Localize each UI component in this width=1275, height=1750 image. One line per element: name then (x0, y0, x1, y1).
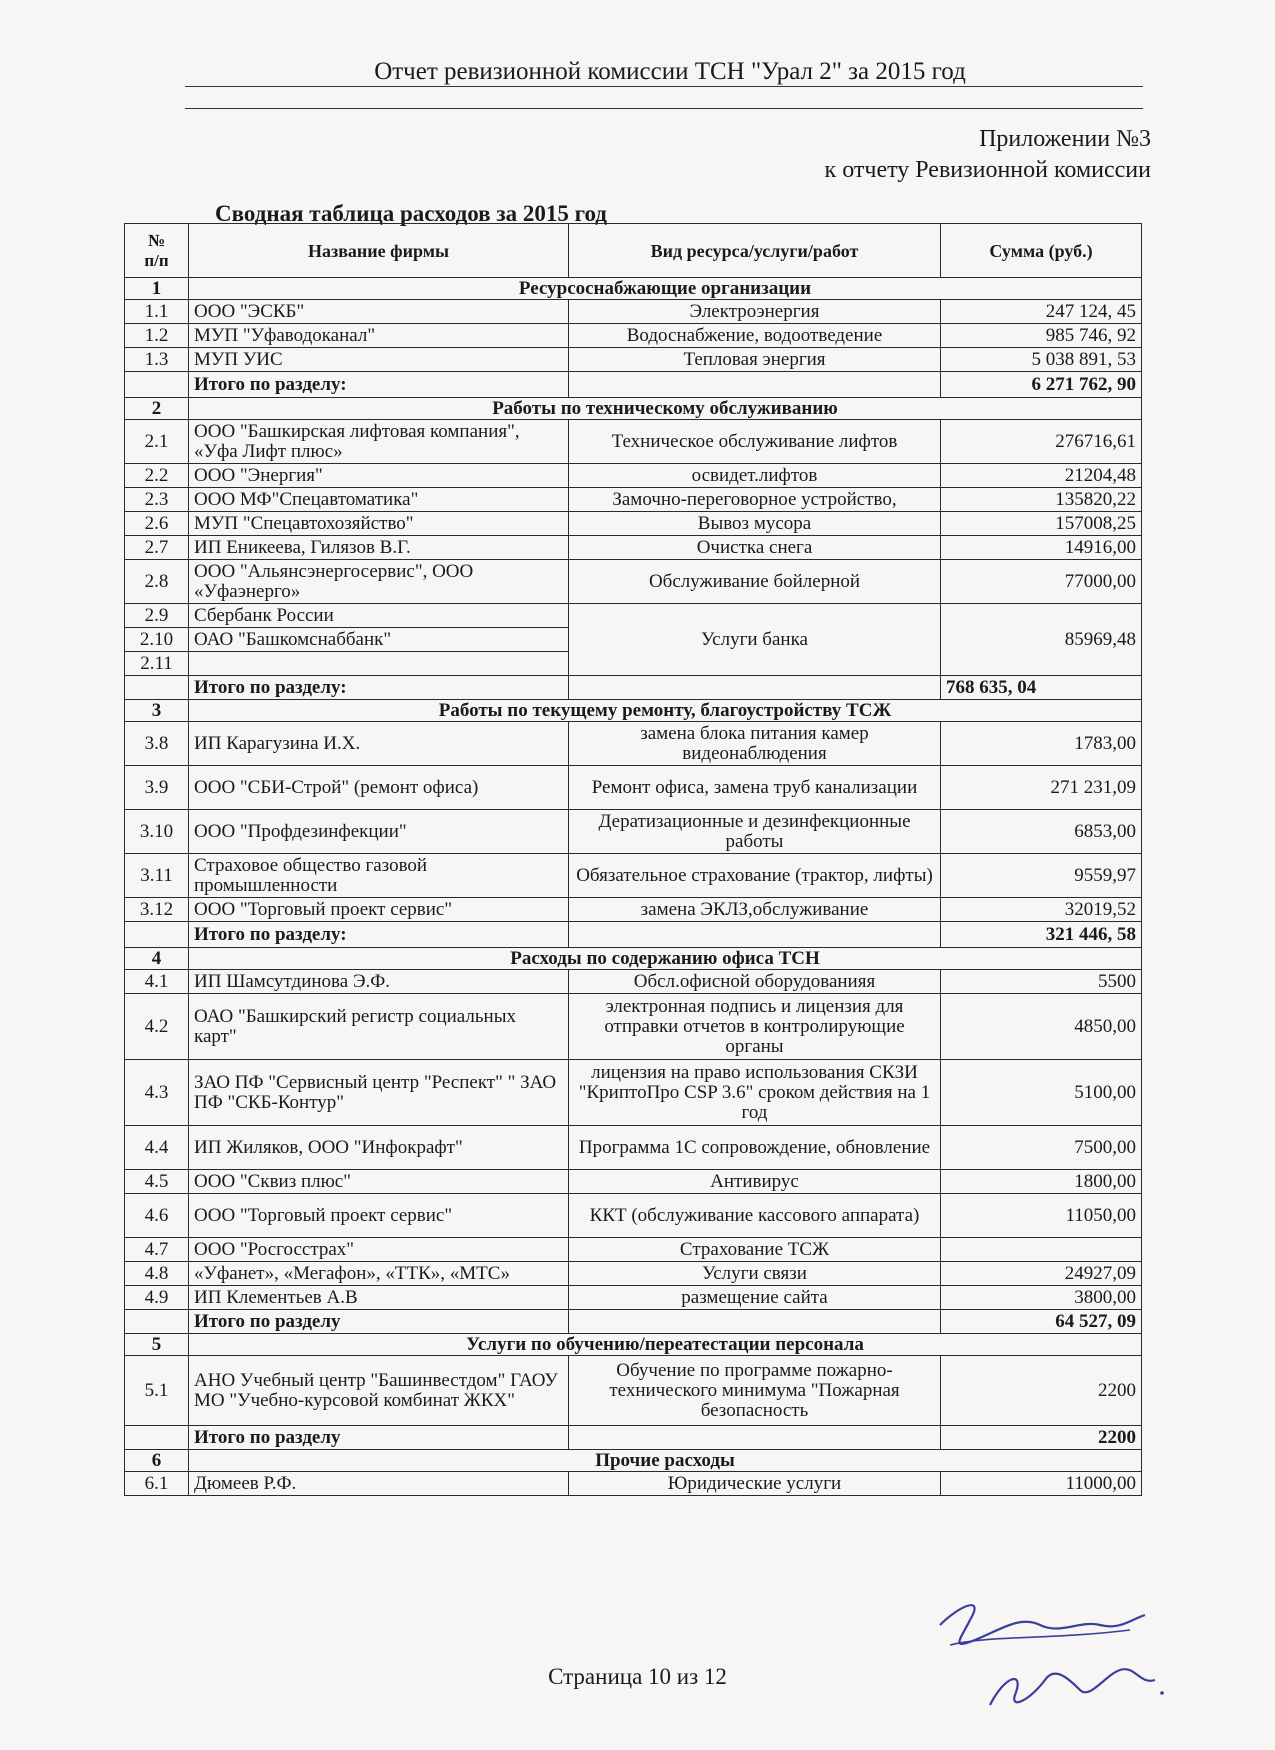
row-sum: 1783,00 (941, 722, 1142, 766)
total-label: Итого по разделу: (189, 922, 569, 948)
row-number: 4.3 (125, 1060, 189, 1126)
total-empty-cell (569, 676, 941, 700)
expenses-table (124, 223, 1142, 1496)
table-row (125, 488, 1142, 512)
row-resource: Обсл.офисной оборудованияя (569, 970, 941, 994)
row-resource: Водоснабжение, водоотведение (569, 324, 941, 348)
row-number: 2.7 (125, 536, 189, 560)
total-empty-cell (125, 922, 189, 948)
table-row (125, 464, 1142, 488)
row-number: 2.10 (125, 628, 189, 652)
row-resource: Обучение по программе пожарно-технического минимума "Пожарная безопасность (569, 1356, 941, 1426)
row-resource: ККТ (обслуживание кассового аппарата) (569, 1194, 941, 1238)
section-total-row (125, 922, 1142, 948)
row-resource: Техническое обслуживание лифтов (569, 420, 941, 464)
row-resource: электронная подпись и лицензия для отправки отчетов в контролирующие органы (569, 994, 941, 1060)
table-row (125, 560, 1142, 604)
table-title: Сводная таблица расходов за 2015 год (215, 201, 607, 226)
row-number: 2.1 (125, 420, 189, 464)
row-resource: Тепловая энергия (569, 348, 941, 372)
section-number: 1 (125, 278, 189, 300)
row-sum (941, 1238, 1142, 1262)
row-sum: 9559,97 (941, 854, 1142, 898)
section-number: 3 (125, 700, 189, 722)
total-empty-cell (569, 922, 941, 948)
row-firm: ООО "ЭСКБ" (189, 300, 569, 324)
row-sum: 24927,09 (941, 1262, 1142, 1286)
row-resource: Электроэнергия (569, 300, 941, 324)
section-title: Работы по текущему ремонту, благоустройству ТСЖ (189, 700, 1142, 722)
row-firm: ЗАО ПФ "Сервисный центр "Респект" " ЗАО ПФ "СКБ-Контур" (189, 1060, 569, 1126)
handwritten-signature (930, 1585, 1170, 1735)
total-empty-cell (125, 676, 189, 700)
row-sum: 3800,00 (941, 1286, 1142, 1310)
row-sum: 14916,00 (941, 536, 1142, 560)
row-firm: ООО "Торговый проект сервис" (189, 1194, 569, 1238)
row-number: 4.6 (125, 1194, 189, 1238)
table-row (125, 970, 1142, 994)
column-header-num (125, 224, 189, 278)
section-header (125, 278, 1142, 300)
section-title: Прочие расходы (189, 1450, 1142, 1472)
section-total-row (125, 372, 1142, 398)
section-number: 2 (125, 398, 189, 420)
total-label: Итого по разделу (189, 1426, 569, 1450)
column-header-sum: Сумма (руб.) (941, 224, 1142, 278)
row-sum: 135820,22 (941, 488, 1142, 512)
total-empty-cell (125, 1310, 189, 1334)
row-sum: 5100,00 (941, 1060, 1142, 1126)
row-number: 4.8 (125, 1262, 189, 1286)
row-number: 4.9 (125, 1286, 189, 1310)
total-sum: 6 271 762, 90 (941, 372, 1142, 398)
table-body (125, 278, 1142, 1496)
appendix-reference: к отчету Ревизионной комиссии (824, 157, 1151, 183)
row-firm: ООО "Сквиз плюс" (189, 1170, 569, 1194)
row-number: 2.8 (125, 560, 189, 604)
row-resource: размещение сайта (569, 1286, 941, 1310)
table-row (125, 300, 1142, 324)
row-resource: Услуги банка (569, 604, 941, 676)
row-sum: 5500 (941, 970, 1142, 994)
row-sum: 247 124, 45 (941, 300, 1142, 324)
row-number: 2.2 (125, 464, 189, 488)
column-header-resource: Вид ресурса/услуги/работ (569, 224, 941, 278)
row-number: 3.11 (125, 854, 189, 898)
table-row (125, 604, 1142, 628)
row-resource: Услуги связи (569, 1262, 941, 1286)
row-firm: ООО "Башкирская лифтовая компания", «Уфа Лифт плюс» (189, 420, 569, 464)
section-total-row (125, 1426, 1142, 1450)
row-sum: 271 231,09 (941, 766, 1142, 810)
row-resource: освидет.лифтов (569, 464, 941, 488)
table-row (125, 854, 1142, 898)
row-number: 4.5 (125, 1170, 189, 1194)
row-sum: 276716,61 (941, 420, 1142, 464)
table-row (125, 536, 1142, 560)
row-number: 2.6 (125, 512, 189, 536)
table-row (125, 1472, 1142, 1496)
row-firm: ООО "Росгосстрах" (189, 1238, 569, 1262)
row-sum: 6853,00 (941, 810, 1142, 854)
row-resource: Вывоз мусора (569, 512, 941, 536)
row-firm: ООО МФ"Спецавтоматика" (189, 488, 569, 512)
row-number: 6.1 (125, 1472, 189, 1496)
total-empty-cell (569, 372, 941, 398)
row-number: 3.8 (125, 722, 189, 766)
section-header (125, 948, 1142, 970)
section-total-row (125, 676, 1142, 700)
total-sum: 2200 (941, 1426, 1142, 1450)
row-sum: 2200 (941, 1356, 1142, 1426)
row-sum: 32019,52 (941, 898, 1142, 922)
report-title: Отчет ревизионной комиссии ТСН "Урал 2" за 2015 год (374, 58, 966, 85)
row-sum: 21204,48 (941, 464, 1142, 488)
row-resource: Юридические услуги (569, 1472, 941, 1496)
section-number: 6 (125, 1450, 189, 1472)
section-title: Работы по техническому обслуживанию (189, 398, 1142, 420)
total-sum: 768 635, 04 (941, 676, 1142, 700)
total-sum: 321 446, 58 (941, 922, 1142, 948)
row-number: 1.3 (125, 348, 189, 372)
row-resource: Программа 1С сопровождение, обновление (569, 1126, 941, 1170)
row-number: 5.1 (125, 1356, 189, 1426)
appendix-note (825, 124, 1151, 186)
table-row (125, 766, 1142, 810)
table-row (125, 1262, 1142, 1286)
total-empty-cell (125, 372, 189, 398)
table-row (125, 348, 1142, 372)
row-firm (189, 652, 569, 676)
row-resource: лицензия на право использования СКЗИ "КриптоПро CSP 3.6" сроком действия на 1 год (569, 1060, 941, 1126)
row-firm: «Уфанет», «Мегафон», «ТТК», «МТС» (189, 1262, 569, 1286)
row-firm: ОАО "Башкомснаббанк" (189, 628, 569, 652)
row-firm: ООО "Альянсэнергосервис", ООО «Уфаэнерго» (189, 560, 569, 604)
table-row (125, 898, 1142, 922)
row-sum: 85969,48 (941, 604, 1142, 676)
table-row (125, 512, 1142, 536)
table-row (125, 722, 1142, 766)
section-number: 5 (125, 1334, 189, 1356)
row-number: 1.2 (125, 324, 189, 348)
row-number: 4.2 (125, 994, 189, 1060)
table-row (125, 1286, 1142, 1310)
row-sum: 7500,00 (941, 1126, 1142, 1170)
row-resource: Дератизационные и дезинфекционные работы (569, 810, 941, 854)
row-firm: ИП Еникеева, Гилязов В.Г. (189, 536, 569, 560)
column-header-num-line2: п/п (144, 250, 169, 270)
section-header (125, 398, 1142, 420)
row-firm: ИП Шамсутдинова Э.Ф. (189, 970, 569, 994)
row-sum: 157008,25 (941, 512, 1142, 536)
row-resource: Антивирус (569, 1170, 941, 1194)
row-firm: ОАО "Башкирский регистр социальных карт" (189, 994, 569, 1060)
table-row (125, 1126, 1142, 1170)
column-header-num-line1: № (147, 230, 166, 250)
row-resource: Ремонт офиса, замена труб канализации (569, 766, 941, 810)
row-number: 3.10 (125, 810, 189, 854)
table-row (125, 1060, 1142, 1126)
row-number: 4.1 (125, 970, 189, 994)
total-label: Итого по разделу: (189, 676, 569, 700)
row-number: 3.9 (125, 766, 189, 810)
section-header (125, 1334, 1142, 1356)
row-firm: ИП Карагузина И.Х. (189, 722, 569, 766)
row-firm: ИП Жиляков, ООО "Инфокрафт" (189, 1126, 569, 1170)
row-firm: ООО "Торговый проект сервис" (189, 898, 569, 922)
section-total-row (125, 1310, 1142, 1334)
section-number: 4 (125, 948, 189, 970)
row-sum: 1800,00 (941, 1170, 1142, 1194)
row-resource: замена блока питания камер видеонаблюдения (569, 722, 941, 766)
row-number: 2.3 (125, 488, 189, 512)
row-firm: ООО "СБИ-Строй" (ремонт офиса) (189, 766, 569, 810)
row-resource: замена ЭКЛЗ,обслуживание (569, 898, 941, 922)
appendix-number: Приложении №3 (979, 126, 1151, 152)
page-number: Страница 10 из 12 (548, 1664, 727, 1689)
row-sum: 11000,00 (941, 1472, 1142, 1496)
row-firm: Сбербанк России (189, 604, 569, 628)
section-title: Услуги по обучению/переатестации персонала (189, 1334, 1142, 1356)
total-label: Итого по разделу: (189, 372, 569, 398)
total-empty-cell (569, 1310, 941, 1334)
row-resource: Обслуживание бойлерной (569, 560, 941, 604)
row-resource: Очистка снега (569, 536, 941, 560)
row-sum: 4850,00 (941, 994, 1142, 1060)
table-header (125, 224, 1142, 278)
column-header-firm: Название фирмы (189, 224, 569, 278)
row-resource: Страхование ТСЖ (569, 1238, 941, 1262)
table-row (125, 420, 1142, 464)
header-rule-bottom (185, 108, 1143, 109)
row-firm: МУП УИС (189, 348, 569, 372)
row-sum: 77000,00 (941, 560, 1142, 604)
total-sum: 64 527, 09 (941, 1310, 1142, 1334)
header-rule-top (185, 86, 1143, 87)
row-firm: ООО "Энергия" (189, 464, 569, 488)
row-firm: Дюмеев Р.Ф. (189, 1472, 569, 1496)
section-header (125, 1450, 1142, 1472)
total-label: Итого по разделу (189, 1310, 569, 1334)
row-firm: ООО "Профдезинфекции" (189, 810, 569, 854)
total-empty-cell (569, 1426, 941, 1450)
row-resource: Обязательное страхование (трактор, лифты) (569, 854, 941, 898)
row-number: 3.12 (125, 898, 189, 922)
row-number: 4.7 (125, 1238, 189, 1262)
section-title: Расходы по содержанию офиса ТСН (189, 948, 1142, 970)
section-title: Ресурсоснабжающие организации (189, 278, 1142, 300)
row-sum: 11050,00 (941, 1194, 1142, 1238)
table-row (125, 810, 1142, 854)
row-resource: Замочно-переговорное устройство, (569, 488, 941, 512)
table-row (125, 324, 1142, 348)
table-row (125, 1194, 1142, 1238)
row-sum: 985 746, 92 (941, 324, 1142, 348)
row-number: 4.4 (125, 1126, 189, 1170)
row-firm: МУП "Спецавтохозяйство" (189, 512, 569, 536)
row-firm: Страховое общество газовой промышленности (189, 854, 569, 898)
row-number: 1.1 (125, 300, 189, 324)
row-firm: АНО Учебный центр "Башинвестдом" ГАОУ МО "Учебно-курсовой комбинат ЖКХ" (189, 1356, 569, 1426)
table-row (125, 1238, 1142, 1262)
row-firm: МУП "Уфаводоканал" (189, 324, 569, 348)
row-number: 2.11 (125, 652, 189, 676)
table-row (125, 1170, 1142, 1194)
total-empty-cell (125, 1426, 189, 1450)
section-header (125, 700, 1142, 722)
row-number: 2.9 (125, 604, 189, 628)
table-row (125, 994, 1142, 1060)
table-row (125, 1356, 1142, 1426)
row-firm: ИП Клементьев А.В (189, 1286, 569, 1310)
row-sum: 5 038 891, 53 (941, 348, 1142, 372)
